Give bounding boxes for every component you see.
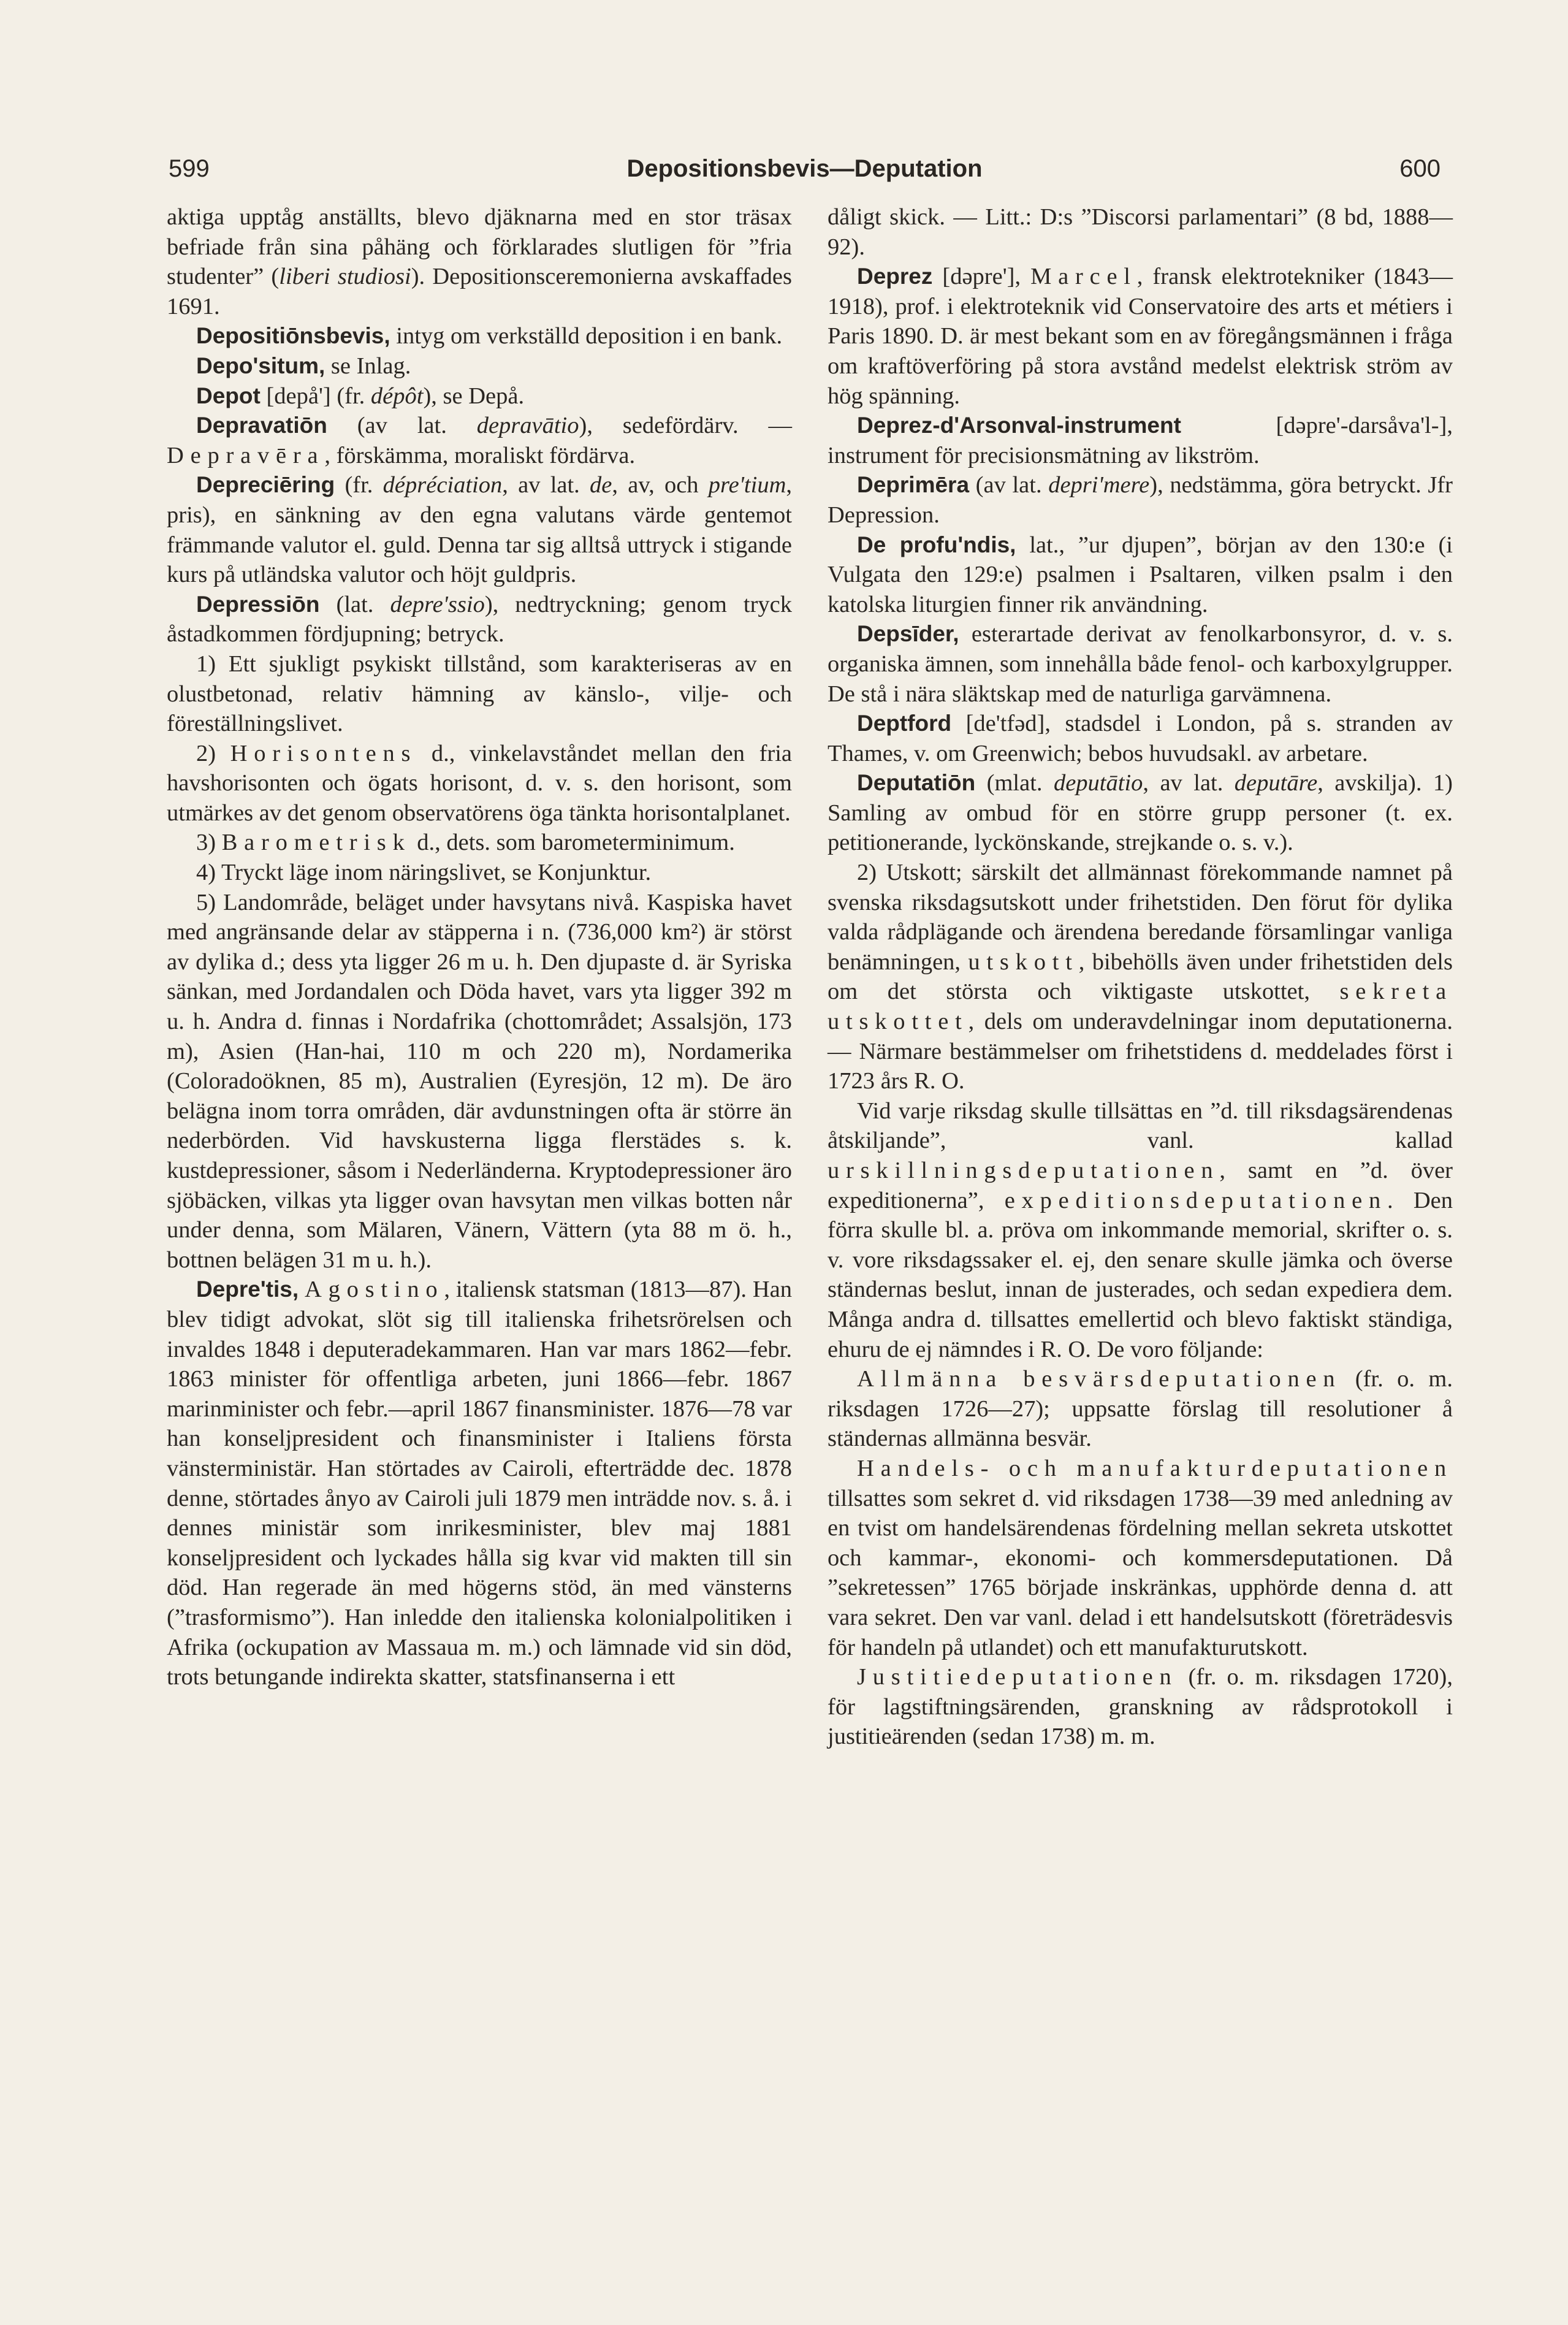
entry-deptford: Deptford [de'tfəd], stadsdel i London, på s. stranden av Thames, v. om Greenwich; bebos huvudsakl. av arbetare. (828, 711, 1453, 766)
entry-depression-sense-4: 4) Tryckt läge inom näringslivet, se Konjunktur. (196, 860, 652, 886)
entry-depression-sense-3: 3) Barometrisk d., dets. som barometerminimum. (196, 830, 735, 856)
entry-depsider: Depsīder, esterartade derivat av fenolkarbonsyror, d. v. s. organiska ämnen, som innehålla både fenol- och karboxylgrupper. De stå i nära släktskap med de naturliga garvämnena. (828, 621, 1453, 707)
entry-depression-sense-2: 2) Horisontens d., vinkelavståndet mellan den fria havshorisonten och ögats horisont, d. v. s. den horisont, som utmärkes av det genom observatörens öga tänkta horisontalplanet. (167, 740, 792, 826)
entry-deputation: Deputatiōn (mlat. deputātio, av lat. deputāre, avskilja). 1) Samling av ombud för en större grupp personer (t. ex. petitionerande, lyckönskande, strejkande o. s. v.). (828, 770, 1453, 856)
entry-deputation-riksdag: Vid varje riksdag skulle tillsättas en ”d. till riksdagsärendenas åtskiljande”, vanl. kallad urskillningsdeputationen, samt en ”d. över expeditionerna”, expeditionsdeputationen. Den förra skulle bl. a. pröva om inkommande memorial, skrifter o. s. v. vore riksdagssaker el. ej, den senare skulle jämka och överse ständernas beslut, innan de justerades, och sedan expediera dem. Många andra d. tillsattes emellertid och blevo faktiskt ständiga, ehuru de ej nämndes i R. O. De voro följande: (828, 1098, 1453, 1362)
headword: Depressiōn (196, 591, 320, 617)
headword: Deprimēra (857, 472, 970, 498)
headword: Deprez (857, 264, 933, 289)
entry-depot: Depot [depå'] (fr. dépôt), se Depå. (196, 383, 525, 409)
entry-depositum: Depo'situm, se Inlag. (196, 353, 411, 379)
left-column (167, 202, 792, 1692)
entry-depression-sense-1: 1) Ett sjukligt psykiskt tillstånd, som karakteriseras av en olustbetonad, relativ hämning av känslo-, vilje- och föreställningslivet. (167, 651, 792, 737)
headword: De profu'ndis, (857, 532, 1016, 557)
entry-depretis: Depre'tis, Agostino, italiensk statsman (1813—87). Han blev tidigt advokat, slöt sig till italienska frihetsrörelsen och invaldes 1848 i deputeradekammaren. Han var mars 1862—febr. 1863 minister för offentliga arbeten, juni 1866—febr. 1867 marinminister och febr.—april 1867 finansminister. 1876—78 var han konseljpresident och finansminister i Italiens första vänsterministär. Han störtades av Cairoli, efterträdde dec. 1878 denne, störtades ånyo av Cairoli juli 1879 men inträdde nov. s. å. i dennes ministär som inrikesminister, blev maj 1881 konseljpresident och lyckades hålla sig kvar vid makten till sin död. Han regerade än med högerns stöd, än med vänsterns (”trasformismo”). Han inledde den italienska kolonialpolitiken i Afrika (ockupation av Massaua m. m.) och lämnade vid sin död, trots betungande indirekta skatter, statsfinanserna i ett (167, 1277, 792, 1690)
entry-depression-sense-5: 5) Landområde, beläget under havsytans nivå. Kaspiska havet med angränsande delar av stäpperna i n. (736,000 km²) är störst av dylika d.; dess yta ligger 26 m u. h. Den djupaste d. är Syriska sänkan, med Jordandalen och Döda havet, vars yta ligger 392 m u. h. Andra d. finnas i Nordafrika (chottområdet; Assalsjön, 173 m), Asien (Han-hai, 110 m och 220 m), Nordamerika (Coloradoöknen, 85 m), Australien (Eyresjön, 12 m). De äro belägna inom torra områden, där avdunstningen ofta är större än nederbörden. Vid havskusterna ligga flerstädes s. k. kustdepressioner, såsom i Nederländerna. Kryptodepressioner äro sjöbäcken, vilkas yta ligger ovan havsytan men vilkas botten når under denna, som Mälaren, Vänern, Vättern (yta 88 m ö. h., bottnen belägen 31 m u. h.). (167, 889, 792, 1273)
headword: Depravatiōn (196, 413, 327, 438)
running-title: Depositionsbevis—Deputation (626, 155, 983, 182)
entry-continuation: dåligt skick. — Litt.: D:s ”Discorsi parlamentari” (8 bd, 1888—92). (828, 204, 1453, 260)
entry-deputation-sense-2: 2) Utskott; särskilt det allmännast förekommande namnet på svenska riksdagsutskott under frihetstiden. Den förut för dylika valda rådplägande och ärendena beredande församlingar vanliga benämningen, utskott, bibehölls även under frihetstiden dels om det största och viktigaste utskottet, sekreta utskottet, dels om underavdelningar inom deputationerna. — Närmare bestämmelser om frihetstidens d. meddelades först i 1723 års R. O. (828, 860, 1453, 1094)
entry-besvarsdeputation: Allmänna besvärsdeputationen (fr. o. m. riksdagen 1726—27); uppsatte förslag till resolutioner å ständernas allmänna besvär. (828, 1366, 1453, 1452)
entry-de-profundis: De profu'ndis, lat., ”ur djupen”, början av den 130:e (i Vulgata den 129:e) psalmen i Psaltaren, vilken psalm i den katolska liturgien finner rik användning. (828, 532, 1453, 617)
headword: Deprez-d'Arsonval-instrument (857, 413, 1181, 438)
entry-handelsdeputation: Handels- och manufakturdeputationen tillsattes som sekret d. vid riksdagen 1738—39 med anledning av en tvist om handelsärendenas fördelning mellan sekreta utskottet och kammar-, ekonomi- och kommersdeputationen. Då ”sekretessen” 1765 började inskränkas, upphörde denna d. att vara sekret. Den var vanl. delad i ett handelsutskott (företrädesvis för handeln på utlandet) och ett manufakturutskott. (828, 1455, 1453, 1660)
entry-deprez: Deprez [dəpre'], Marcel, fransk elektrotekniker (1843—1918), prof. i elektroteknik vid Conservatoire des arts et métiers i Paris 1890. D. är mest bekant som en av föregångsmännen i fråga om kraftöverföring på stora avstånd medelst elektrisk ström av hög spänning. (828, 264, 1453, 409)
headword: Deptford (857, 711, 952, 736)
right-column (828, 202, 1453, 1752)
entry-deprimera: Deprimēra (av lat. depri'mere), nedstämma, göra betryckt. Jfr Depression. (828, 472, 1453, 528)
entry-depositionsbevis: Depositiōnsbevis, intyg om verkställd deposition i en bank. (196, 323, 783, 349)
entry-depression: Depressiōn (lat. depre'ssio), nedtryckning; genom tryck åstadkommen fördjupning; betryck. (167, 591, 792, 647)
headword: Depsīder, (857, 621, 959, 647)
running-header (169, 150, 1441, 193)
headword: Depositiōnsbevis, (196, 323, 390, 349)
entry-deprecierung: Depreciēring (fr. dépréciation, av lat. de, av, och pre'tium, pris), en sänkning av den egna valutans värde gentemot främmande valutor el. guld. Denna tar sig alltså uttryck i stigande kurs på utländska valutor och höjt guldpris. (167, 472, 792, 588)
entry-justitiedeputation: Justitiedeputationen (fr. o. m. riksdagen 1720), för lagstiftningsärenden, granskning av rådsprotokoll i justitieärenden (sedan 1738) m. m. (828, 1664, 1453, 1750)
entry-depravation: Depravatiōn (av lat. depravātio), sedefördärv. — Depravēra, förskämma, moraliskt fördärva. (167, 413, 792, 468)
entry-continuation: aktiga upptåg anställts, blevo djäknarna med en stor träsax befriade från sina påhäng och förklarades slutligen för ”fria studenter” (liberi studiosi). Depositionsceremonierna avskaffades 1691. (167, 204, 792, 319)
entry-deprez-darsonval: Deprez-d'Arsonval-instrument [dəpre'-darsåva'l-], instrument för precisionsmätning av likström. (828, 413, 1453, 468)
page-number-left: 599 (169, 155, 210, 182)
headword: Depreciēring (196, 472, 335, 498)
headword: Deputatiōn (857, 770, 976, 796)
headword: Depre'tis, (196, 1277, 299, 1302)
headword: Depo'situm, (196, 353, 325, 378)
headword: Depot (196, 383, 261, 408)
page-number-right: 600 (1399, 155, 1441, 182)
